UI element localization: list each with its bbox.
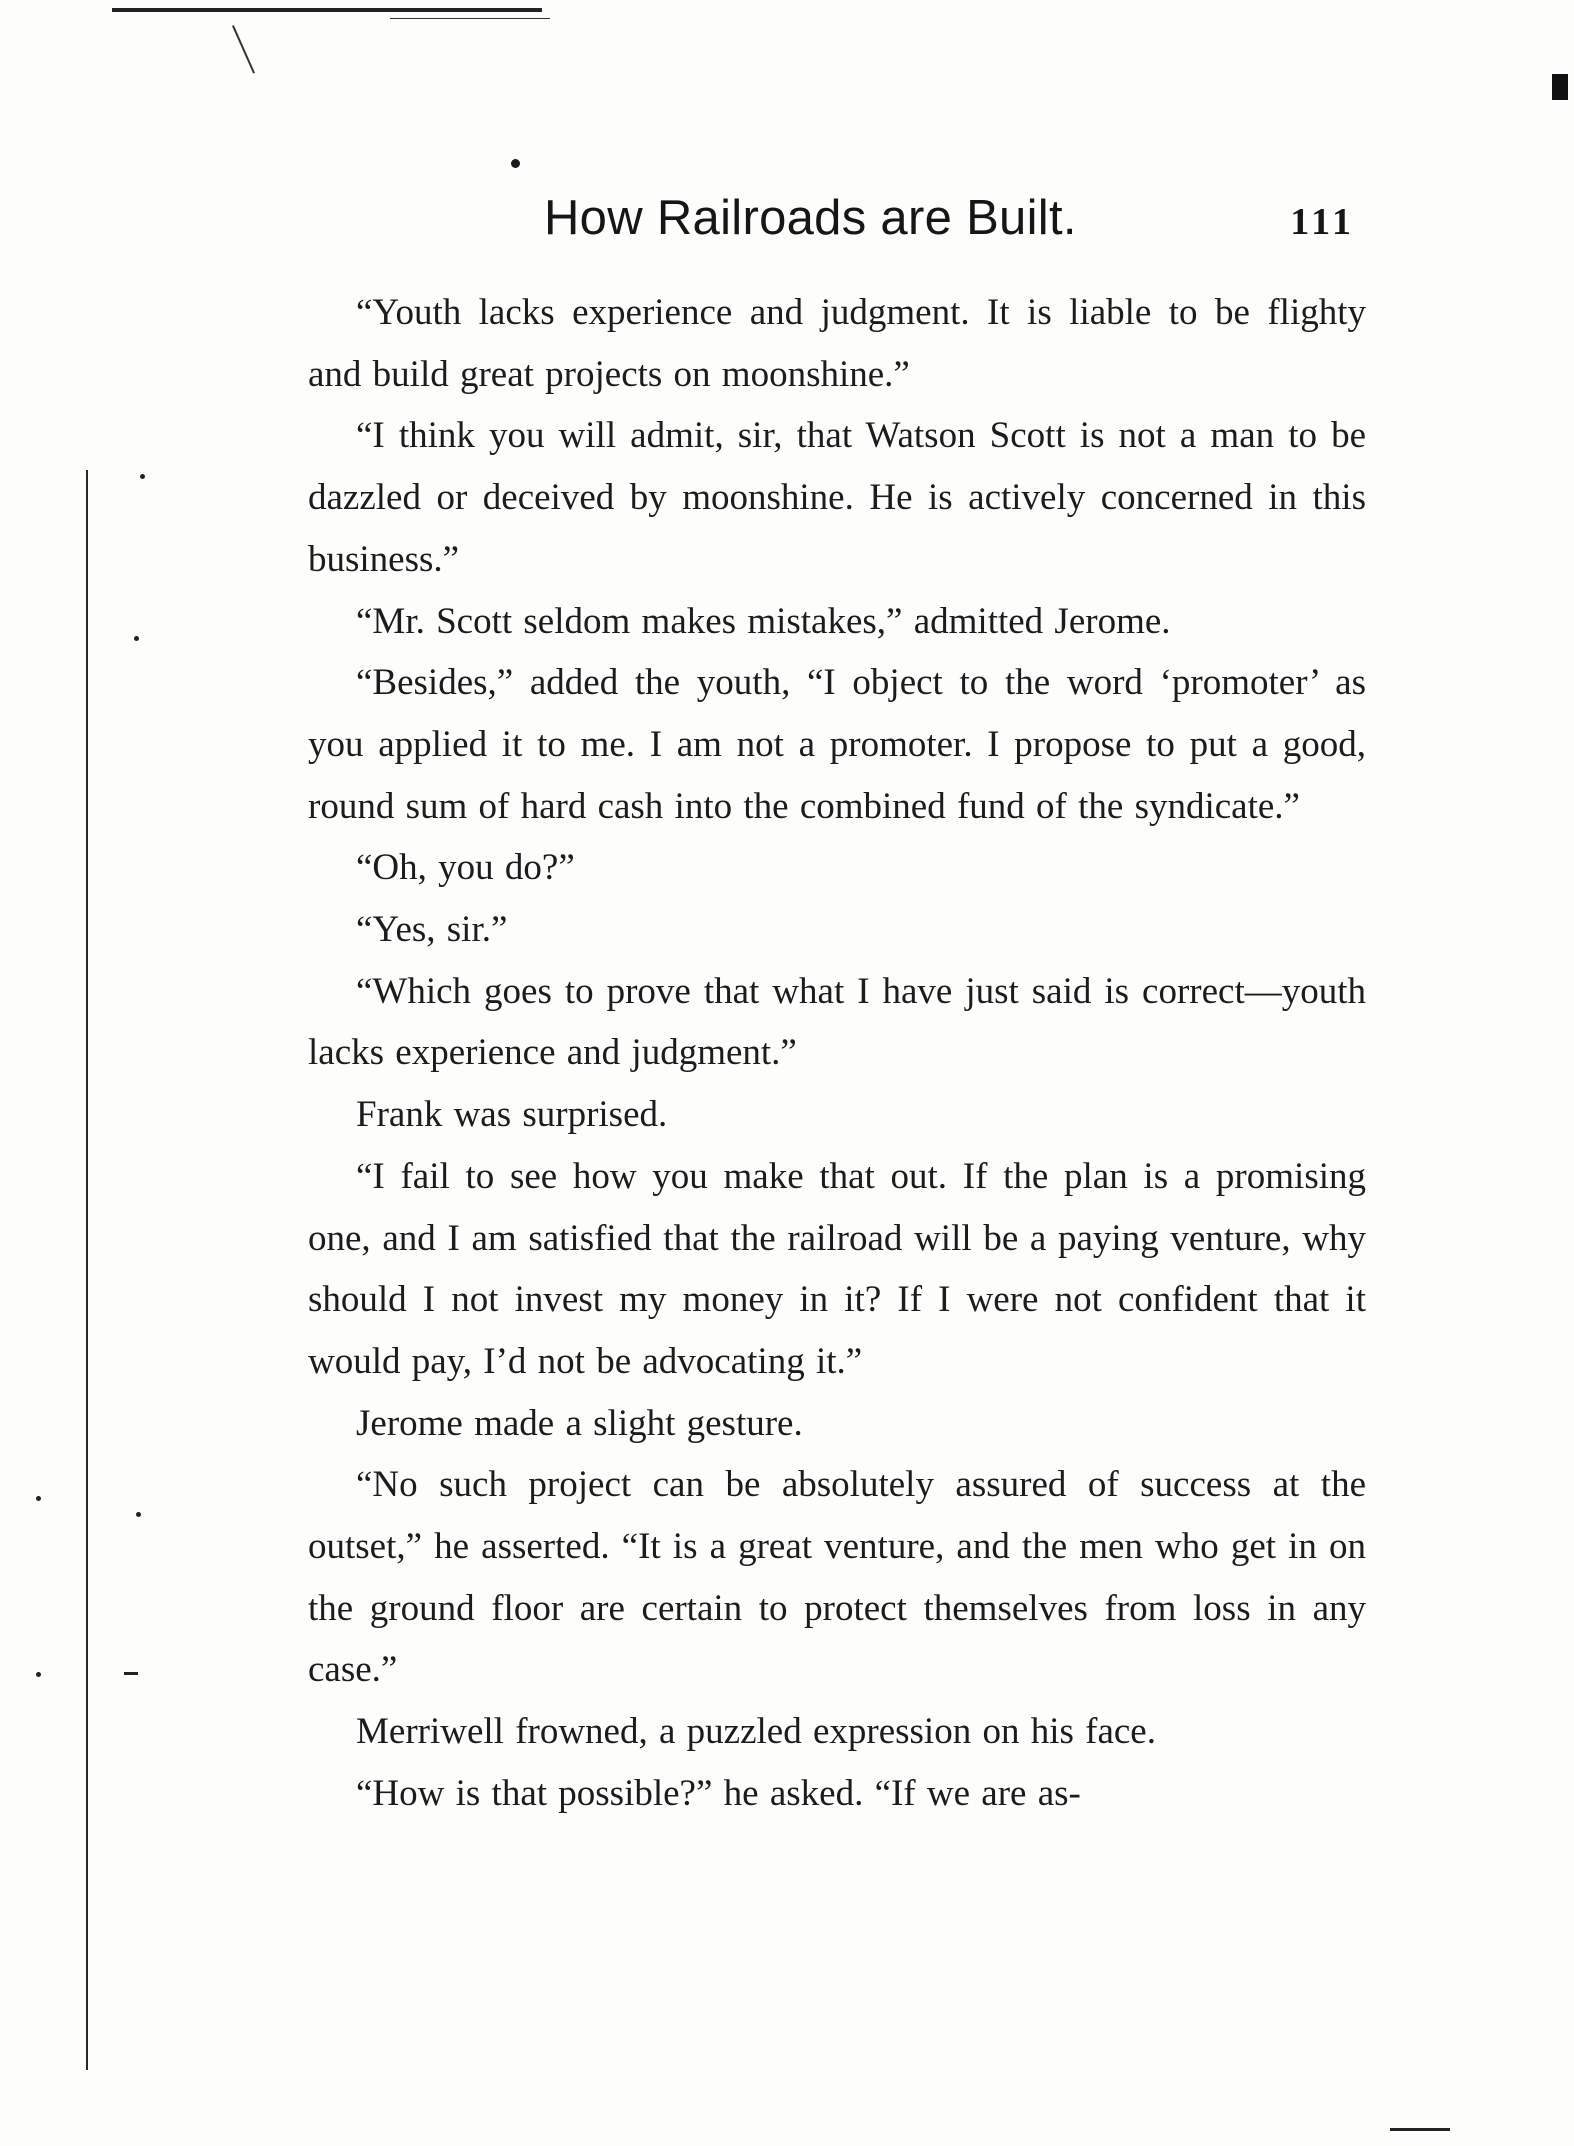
running-head — [300, 190, 1370, 260]
paragraph: “Youth lacks experience and judgment. It is liable to be flighty and build great projects on moonshine.” — [308, 292, 1366, 395]
body-text — [308, 282, 1366, 1825]
page-number: 111 — [1290, 201, 1355, 243]
paragraph: Jerome made a slight gesture. — [356, 1402, 803, 1444]
paragraph: Frank was surprised. — [356, 1094, 668, 1136]
paragraph: “I think you will admit, sir, that Watson Scott is not a man to be dazzled or deceived by moonshine. He is actively concerned in this business.” — [308, 415, 1366, 580]
binding-margin-line — [86, 470, 88, 2070]
ink-dot — [511, 159, 520, 168]
margin-speck — [124, 1672, 138, 1675]
paragraph: “Which goes to prove that what I have just said is correct—youth lacks experience and judgment.” — [308, 970, 1366, 1074]
paragraph: “Yes, sir.” — [356, 909, 508, 951]
margin-speck — [136, 1512, 141, 1517]
top-scan-rule — [112, 8, 542, 12]
paragraph: Merriwell frowned, a puzzled expression on his face. — [356, 1711, 1156, 1753]
margin-speck — [36, 1672, 41, 1677]
scan-mark — [232, 25, 255, 73]
paragraph: “I fail to see how you make that out. If the plan is a promising one, and I am satisfied that the railroad will be a paying venture, why should I not invest my money in it? If I were not confident that it would pay, I’d not be advocating it.” — [308, 1155, 1366, 1382]
paragraph: “No such project can be absolutely assured of success at the outset,” he asserted. “It is a great venture, and the men who get in on the ground floor are certain to protect themselves from loss in any case.” — [308, 1464, 1366, 1691]
bottom-scan-rule — [1390, 2128, 1450, 2131]
paragraph: “Oh, you do?” — [356, 847, 575, 889]
margin-speck — [36, 1496, 41, 1501]
top-scan-rule-thin — [390, 18, 550, 19]
scan-corner-mark — [1552, 74, 1568, 100]
paragraph: “Mr. Scott seldom makes mistakes,” admitted Jerome. — [356, 600, 1171, 642]
paragraph: “How is that possible?” he asked. “If we are as- — [356, 1772, 1081, 1814]
paragraph: “Besides,” added the youth, “I object to the word ‘promoter’ as you applied it to me. I am not a promoter. I propose to put a good, round sum of hard cash into the combined fund of the syndicate.” — [308, 662, 1366, 827]
page-title: How Railroads are Built. — [544, 191, 1077, 245]
margin-speck — [134, 636, 139, 641]
margin-speck — [140, 474, 145, 479]
